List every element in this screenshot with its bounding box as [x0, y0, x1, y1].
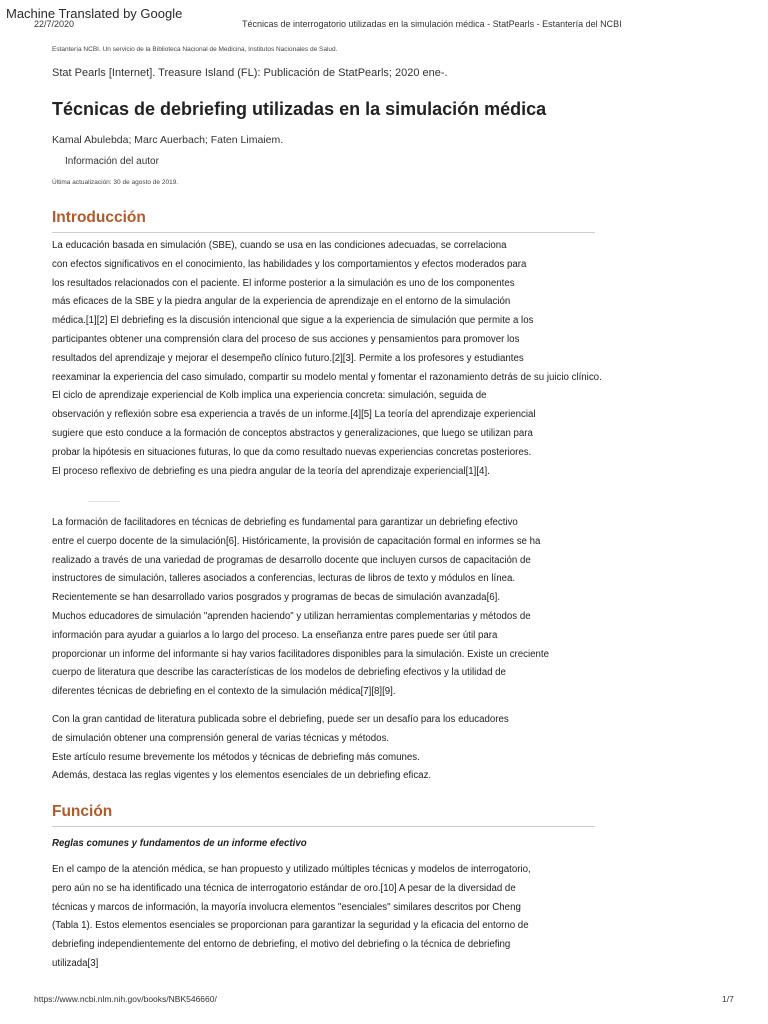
paragraph-1 [52, 237, 672, 481]
author-list[interactable]: Kamal Abulebda; Marc Auerbach; Faten Limaiem. [52, 134, 284, 146]
print-date: 22/7/2020 [34, 19, 75, 29]
text-line: debriefing independientemente del entorno de debriefing, el motivo del debriefing o la técnica de debriefing [52, 939, 511, 951]
text-line: sugiere que esto conduce a la formación de conceptos abstractos y generalizaciones, que luego se utilizan para [52, 427, 533, 439]
text-line: diferentes técnicas de debriefing en el contexto de la simulación médica[7][8][9]. [52, 686, 396, 698]
text-line: La educación basada en simulación (SBE), cuando se usa en las condiciones adecuadas, se correlaciona [52, 240, 507, 251]
footer-page-number: 1/7 [722, 994, 734, 1004]
text-line: pero aún no se ha identificado una técnica de interrogatorio estándar de oro.[10] A pesar de la diversidad de [52, 882, 516, 894]
text-line: (Tabla 1). Estos elementos esenciales se proporcionan para garantizar la seguridad y la eficacia del entorno de [52, 920, 529, 932]
text-line: técnicas y marcos de información, la mayoría involucra elementos "esenciales" similares descritos por Cheng [52, 901, 521, 913]
text-line: médica.[1][2] El debriefing es la discusión intencional que sigue a la experiencia de simulación que permite a los [52, 315, 534, 327]
citation-line: Stat Pearls [Internet]. Treasure Island (FL): Publicación de StatPearls; 2020 ene-. [52, 67, 448, 79]
article-title: Técnicas de debriefing utilizadas en la simulación médica [52, 99, 547, 119]
text-line: entre el cuerpo docente de la simulación[6]. Históricamente, la provisión de capacitación formal en informes se ha [52, 535, 541, 547]
text-line: instructores de simulación, talleres asociados a conferencias, lecturas de libros de texto y módulos en línea. [52, 573, 516, 585]
author-info-link[interactable]: Información del autor [65, 156, 159, 167]
text-line: El ciclo de aprendizaje experiencial de Kolb implica una experiencia concreta: simulación, seguida de [52, 390, 487, 402]
section-heading-function: Función [52, 803, 595, 827]
text-line: Con la gran cantidad de literatura publicada sobre el debriefing, puede ser un desafío para los educadores [52, 714, 509, 725]
text-line: de simulación obtener una comprensión general de varias técnicas y métodos. [52, 732, 390, 744]
divider [88, 501, 120, 502]
text-line: Este artículo resume brevemente los métodos y técnicas de debriefing más comunes. [52, 751, 420, 763]
text-line: Muchos educadores de simulación "aprenden haciendo" y utilizan herramientas complementarias y métodos de [52, 610, 531, 622]
paragraph-5 [52, 861, 672, 974]
text-line: información para ayudar a guiarlos a lo largo del proceso. La enseñanza entre pares puede ser útil para [52, 629, 498, 641]
text-line: cuerpo de literatura que describe las características de los modelos de debriefing efectivos y la utilidad de [52, 667, 506, 679]
footer-url[interactable]: https://www.ncbi.nlm.nih.gov/books/NBK546660/ [34, 994, 217, 1004]
institution-line: Estantería NCBI. Un servicio de la Biblioteca Nacional de Medicina, Institutos Nacionales de Salud. [52, 46, 338, 53]
section-heading-introduction: Introducción [52, 209, 595, 233]
paragraph-3 [52, 711, 672, 786]
text-line: observación y reflexión sobre esa experiencia a través de un informe.[4][5] La teoría del aprendizaje experiencial [52, 409, 536, 421]
text-line: con efectos significativos en el conocimiento, las habilidades y los comportamientos y efectos moderados para [52, 258, 527, 270]
text-line: los resultados relacionados con el paciente. El informe posterior a la simulación es uno de los componentes [52, 277, 515, 289]
text-line: resultados del aprendizaje y mejorar el desempeño clínico futuro.[2][3]. Permite a los profesores y estudiantes [52, 352, 524, 364]
machine-translated-banner: Machine Translated by Google [6, 6, 183, 21]
paragraph-2 [52, 514, 672, 702]
text-line: más eficaces de la SBE y la piedra angular de la experiencia de aprendizaje en el entorno de la simulación [52, 296, 511, 308]
text-line: La formación de facilitadores en técnicas de debriefing es fundamental para garantizar un debriefing efectivo [52, 517, 518, 528]
text-line: realizado a través de una variedad de programas de desarrollo docente que incluyen cursos de capacitación de [52, 554, 531, 566]
header-page-title: Técnicas de interrogatorio utilizadas en la simulación médica - StatPearls - Estantería del NCBI [242, 19, 622, 29]
text-line: utilizada[3] [52, 957, 99, 969]
last-updated: Última actualización: 30 de agosto de 2019. [52, 179, 179, 186]
text-line: proporcionar un informe del informante si hay varios facilitadores disponibles para la simulación. Existe un creciente [52, 648, 550, 660]
text-line: Además, destaca las reglas vigentes y los elementos esenciales de un debriefing eficaz. [52, 770, 432, 782]
text-line: reexaminar la experiencia del caso simulado, compartir su modelo mental y fomentar el razonamiento detrás de su juicio clínico. [52, 371, 602, 383]
subheading-rules [52, 835, 672, 854]
text-line: El proceso reflexivo de debriefing es una piedra angular de la teoría del aprendizaje experiencial[1][4]. [52, 465, 490, 477]
text-line: Recientemente se han desarrollado varios posgrados y programas de becas de simulación avanzada[6]. [52, 592, 501, 604]
text-line: participantes obtener una comprensión clara del proceso de sus acciones y pensamientos para promover los [52, 333, 520, 345]
text-line: probar la hipótesis en situaciones futuras, lo que da como resultado nuevas experiencias concretas posteriores. [52, 446, 532, 458]
text-line: En el campo de la atención médica, se han propuesto y utilizado múltiples técnicas y modelos de interrogatorio, [52, 864, 531, 875]
text-line: Reglas comunes y fundamentos de un informe efectivo [52, 838, 307, 849]
